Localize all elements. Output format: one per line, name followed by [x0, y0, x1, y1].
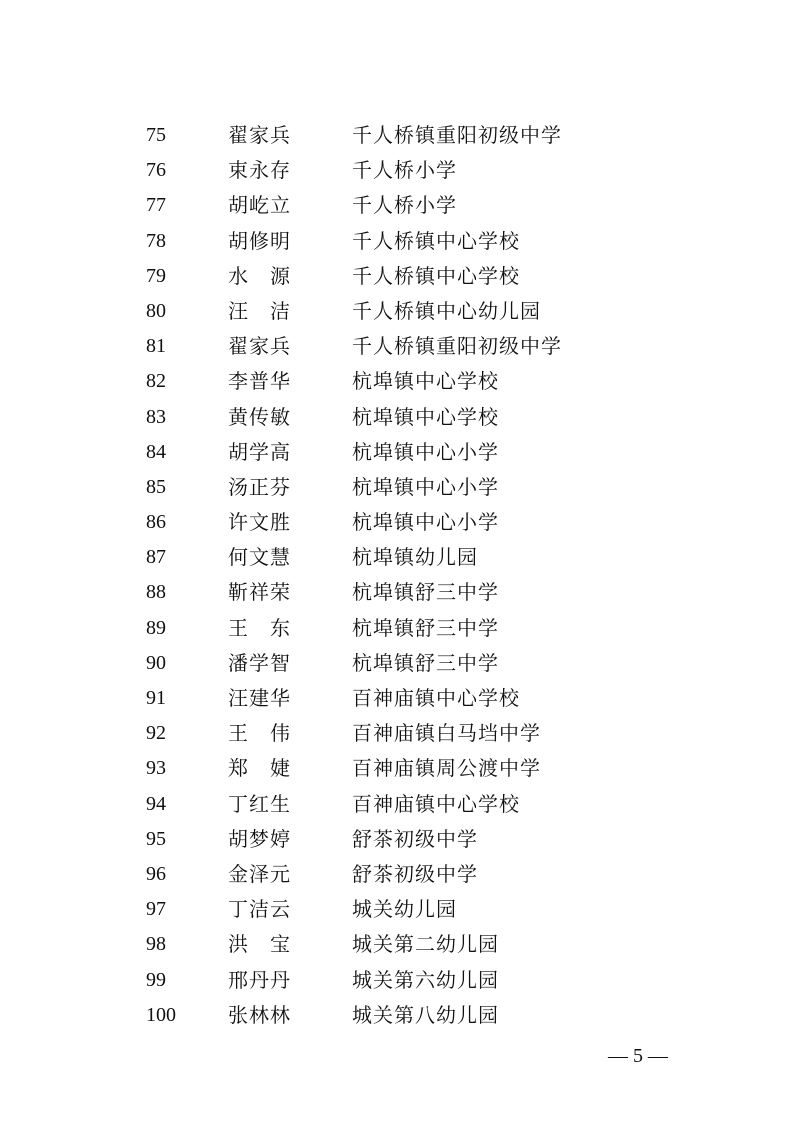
person-name: 汤正芬: [228, 474, 290, 499]
item-number: 99: [146, 968, 166, 991]
school-name: 千人桥镇中心幼儿园: [352, 298, 541, 323]
list-item: [0, 505, 794, 540]
school-name: 城关第二幼儿园: [352, 932, 499, 957]
school-name: 杭埠镇舒三中学: [352, 650, 499, 675]
list-item: [0, 716, 794, 751]
list-item: [0, 963, 794, 998]
list-item: [0, 611, 794, 646]
school-name: 城关第八幼儿园: [352, 1002, 499, 1027]
school-name: 杭埠镇中心小学: [352, 510, 499, 535]
list-item: [0, 927, 794, 962]
person-name: 邢丹丹: [228, 967, 290, 992]
school-name: 千人桥镇中心学校: [352, 263, 520, 288]
item-number: 81: [146, 335, 166, 358]
item-number: 82: [146, 370, 166, 393]
list-item: [0, 892, 794, 927]
school-name: 千人桥镇重阳初级中学: [352, 123, 562, 147]
school-name: 百神庙镇白马垱中学: [352, 721, 541, 746]
school-name: 千人桥镇中心学校: [352, 228, 520, 253]
list-item: [0, 681, 794, 716]
list-item: [0, 364, 794, 399]
list-item: [0, 259, 794, 294]
person-name: 水源: [228, 263, 290, 288]
person-name: 金泽元: [228, 861, 290, 886]
person-name: 张林林: [228, 1002, 290, 1027]
school-name: 千人桥小学: [352, 158, 457, 183]
person-name: 丁洁云: [228, 897, 290, 922]
school-name: 杭埠镇舒三中学: [352, 580, 499, 605]
list-item: [0, 857, 794, 892]
person-name: 束永存: [228, 158, 290, 183]
school-name: 百神庙镇中心学校: [352, 791, 520, 816]
list-item: [0, 188, 794, 223]
person-name: 郑婕: [228, 756, 290, 781]
person-name: 翟家兵: [228, 123, 290, 147]
person-name: 许文胜: [228, 510, 290, 535]
item-number: 90: [146, 651, 166, 674]
school-name: 千人桥小学: [352, 193, 457, 218]
person-name: 黄传敏: [228, 404, 290, 429]
person-name: 汪洁: [228, 298, 290, 323]
person-name: 汪建华: [228, 686, 290, 710]
item-number: 78: [146, 229, 166, 252]
school-name: 杭埠镇中心学校: [352, 369, 499, 394]
item-number: 86: [146, 511, 166, 534]
person-name: 胡梦婷: [228, 826, 290, 851]
award-list: [0, 118, 794, 1033]
person-name: 潘学智: [228, 650, 290, 675]
list-item: [0, 400, 794, 435]
person-name: 胡屹立: [228, 193, 290, 218]
item-number: 96: [146, 862, 166, 885]
school-name: 杭埠镇中心小学: [352, 439, 499, 464]
list-item: [0, 751, 794, 786]
item-number: 85: [146, 475, 166, 498]
item-number: 91: [146, 687, 166, 709]
list-item: [0, 540, 794, 575]
item-number: 100: [146, 1003, 176, 1026]
person-name: 丁红生: [228, 791, 290, 816]
item-number: 97: [146, 898, 166, 921]
school-name: 千人桥镇重阳初级中学: [352, 334, 562, 359]
item-number: 79: [146, 264, 166, 287]
list-item: [0, 575, 794, 610]
item-number: 87: [146, 546, 166, 569]
item-number: 77: [146, 194, 166, 217]
item-number: 88: [146, 581, 166, 604]
school-name: 城关幼儿园: [352, 897, 457, 922]
item-number: 83: [146, 405, 166, 428]
list-item: [0, 224, 794, 259]
list-item: [0, 998, 794, 1033]
school-name: 舒茶初级中学: [352, 861, 478, 886]
item-number: 92: [146, 722, 166, 745]
item-number: 95: [146, 827, 166, 850]
list-item: [0, 329, 794, 364]
list-item: [0, 118, 794, 153]
list-item: [0, 646, 794, 681]
item-number: 98: [146, 933, 166, 956]
person-name: 胡修明: [228, 228, 290, 253]
item-number: 75: [146, 124, 166, 146]
person-name: 靳祥荣: [228, 580, 290, 605]
item-number: 89: [146, 616, 166, 639]
list-item: [0, 822, 794, 857]
person-name: 翟家兵: [228, 334, 290, 359]
school-name: 杭埠镇舒三中学: [352, 615, 499, 640]
item-number: 84: [146, 440, 166, 463]
item-number: 76: [146, 159, 166, 182]
list-item: [0, 787, 794, 822]
person-name: 何文慧: [228, 545, 290, 570]
school-name: 杭埠镇幼儿园: [352, 545, 478, 570]
school-name: 杭埠镇中心学校: [352, 404, 499, 429]
school-name: 百神庙镇周公渡中学: [352, 756, 541, 781]
item-number: 93: [146, 757, 166, 780]
item-number: 80: [146, 299, 166, 322]
school-name: 城关第六幼儿园: [352, 967, 499, 992]
list-item: [0, 294, 794, 329]
item-number: 94: [146, 792, 166, 815]
person-name: 李普华: [228, 369, 290, 394]
school-name: 百神庙镇中心学校: [352, 686, 520, 710]
list-item: [0, 153, 794, 188]
list-item: [0, 435, 794, 470]
school-name: 舒茶初级中学: [352, 826, 478, 851]
list-item: [0, 470, 794, 505]
person-name: 胡学高: [228, 439, 290, 464]
person-name: 王伟: [228, 721, 290, 746]
school-name: 杭埠镇中心小学: [352, 474, 499, 499]
page-number: — 5 —: [608, 1045, 668, 1067]
person-name: 洪宝: [228, 932, 290, 957]
person-name: 王东: [228, 615, 290, 640]
